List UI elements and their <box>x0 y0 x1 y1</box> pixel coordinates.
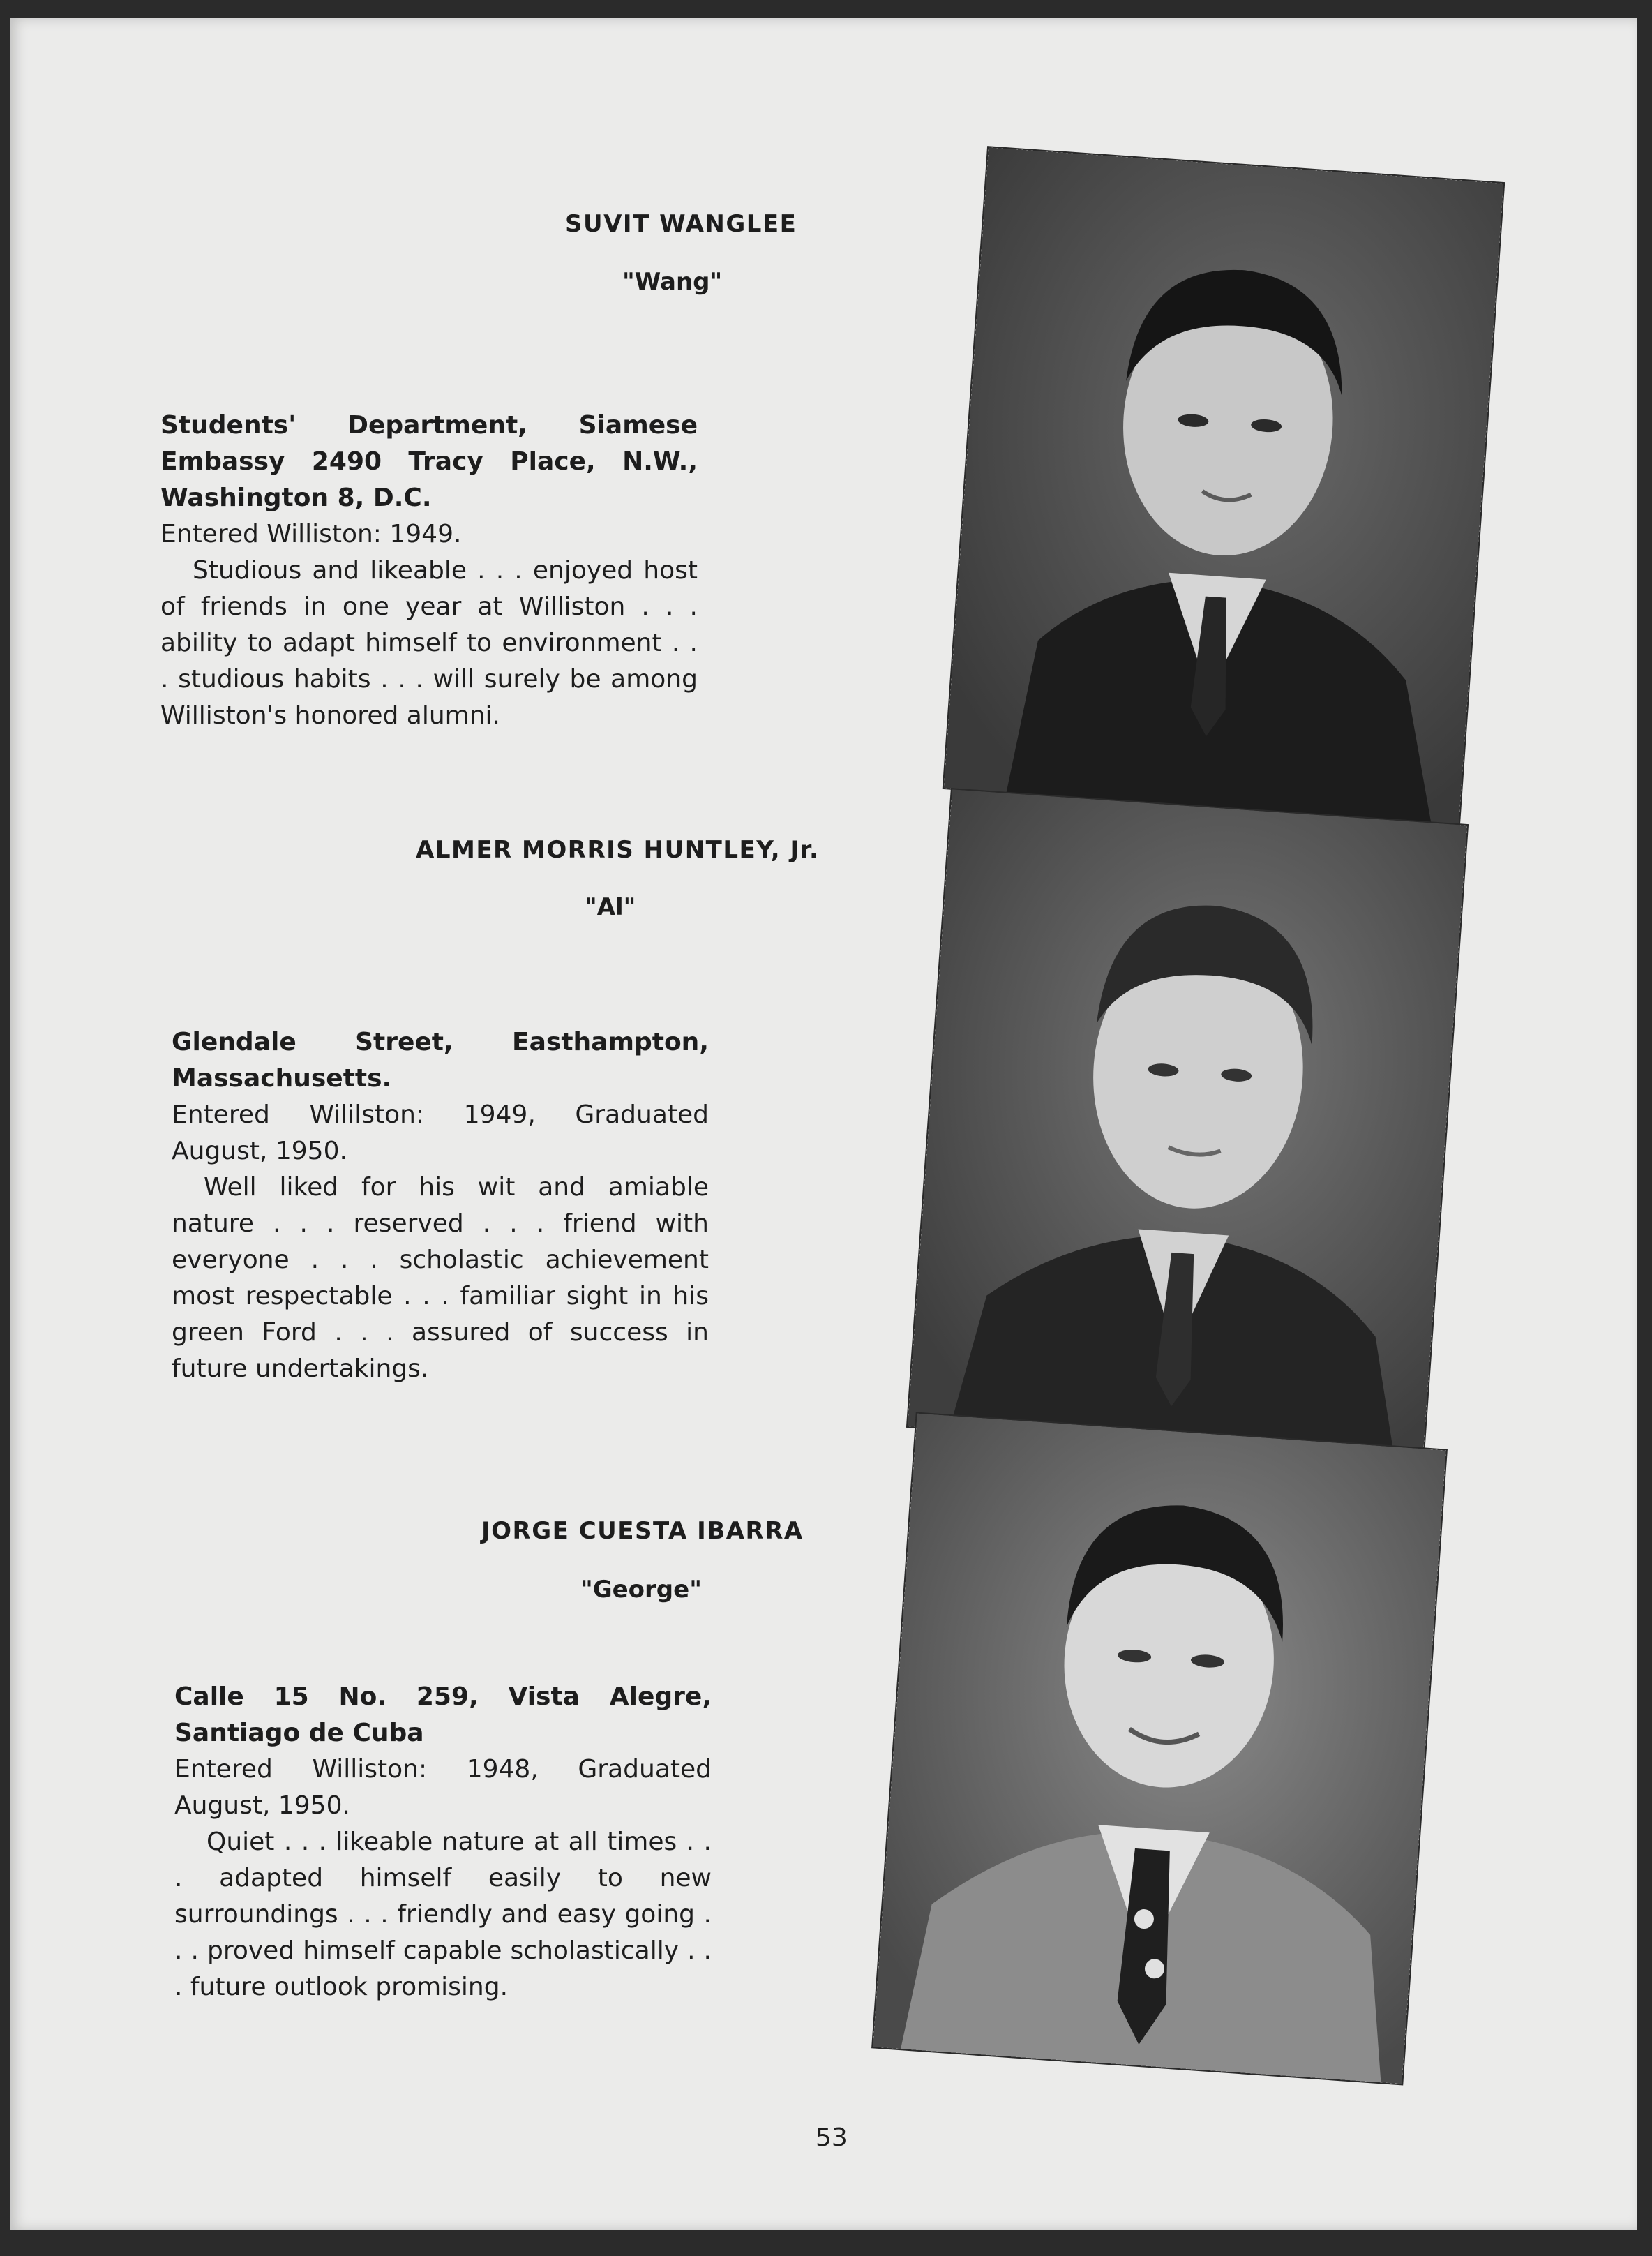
student-name: JORGE CUESTA IBARRA <box>481 1517 804 1545</box>
student-address: Students' Department, Siamese Embassy 2490 Tracy Place, N.W., Washington 8, D.C. <box>160 411 698 512</box>
student-name: SUVIT WANGLEE <box>565 210 797 238</box>
student-bio <box>172 1024 709 1387</box>
student-bio <box>160 408 698 734</box>
yearbook-page <box>10 18 1637 2230</box>
student-photo <box>908 789 1467 1462</box>
student-address: Glendale Street, Easthampton, Massachusetts. <box>172 1028 709 1093</box>
student-entered: Entered Williston: 1948, Graduated August, 1950. <box>174 1755 712 1820</box>
student-photo <box>944 147 1503 823</box>
student-address: Calle 15 No. 259, Vista Alegre, Santiago de Cuba <box>174 1682 712 1747</box>
student-bio <box>174 1679 712 2005</box>
student-nickname: "Wang" <box>622 268 723 296</box>
student-nickname: "George" <box>580 1576 702 1604</box>
student-photo <box>873 1414 1446 2084</box>
student-description: Studious and likeable . . . enjoyed host of friends in one year at Williston . . . ability to adapt himself to environment . . . studious habits . . . will surely be among Williston's honored alumni. <box>160 556 698 730</box>
student-entered: Entered Williston: 1949. <box>160 520 462 548</box>
page-number: 53 <box>816 2123 848 2152</box>
student-entered: Entered Wililston: 1949, Graduated August, 1950. <box>172 1100 709 1165</box>
student-description: Quiet . . . likeable nature at all times . . . adapted himself easily to new surroundings . . . friendly and easy going . . . proved himself capable scholastically . . . future outlook promising. <box>174 1828 712 2001</box>
student-name: ALMER MORRIS HUNTLEY, Jr. <box>416 836 820 864</box>
student-nickname: "Al" <box>585 893 636 921</box>
student-description: Well liked for his wit and amiable nature . . . reserved . . . friend with everyone . . . scholastic achievement most respectable . . . familiar sight in his green Ford . . . assured of success in future undertakings. <box>172 1173 709 1383</box>
